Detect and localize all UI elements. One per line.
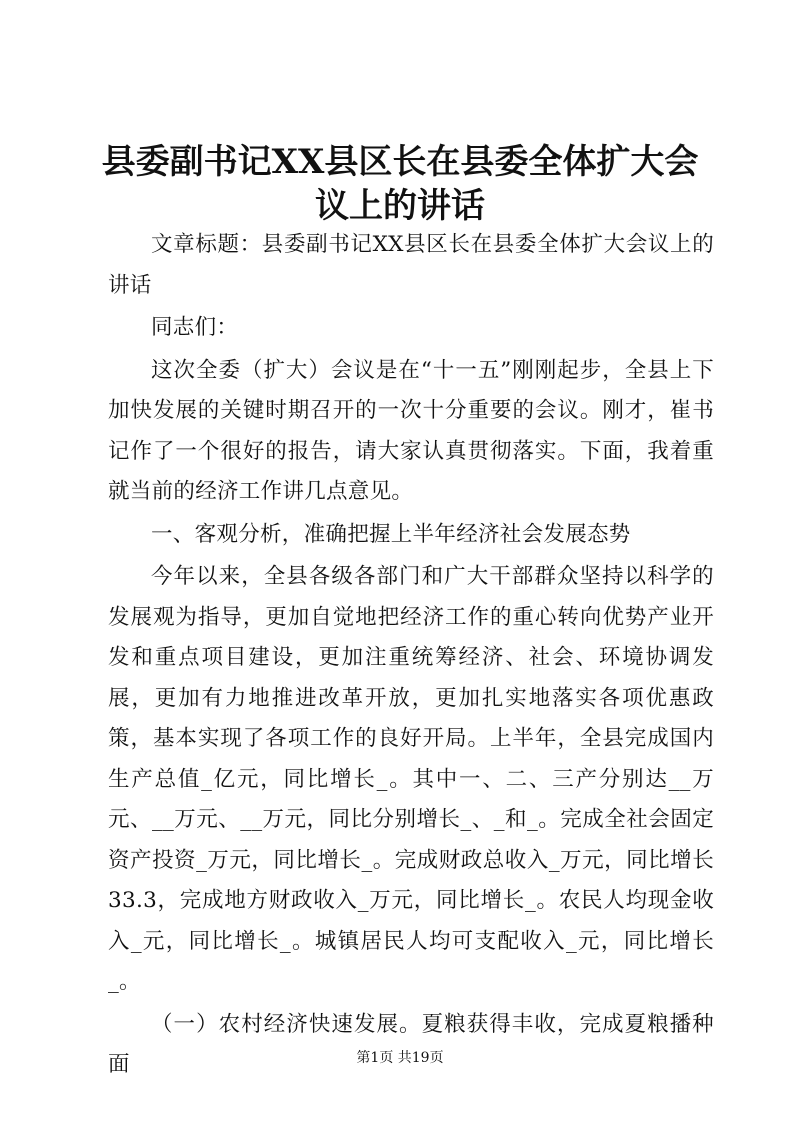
page-footer: 第1页 共19页 (356, 1050, 444, 1066)
section-heading-1: 一、客观分析，准确把握上半年经济社会发展态势 (151, 521, 631, 547)
paragraph-article-title: 文章标题：县委副书记XX县区长在县委全体扩大会议上的讲话 (108, 232, 714, 298)
document-body (108, 225, 714, 1088)
paragraph-intro: 这次全委（扩大）会议是在“十一五”刚刚起步，全县上下加快发展的关键时期召开的一次十分重要的会议。刚才，崔书记作了一个很好的报告，请大家认真贯彻落实。下面，我着重就当前的经济工作讲几点意见。 (108, 357, 714, 504)
paragraph-salutation: 同志们： (151, 315, 239, 340)
document-title: 县委副书记XX县区长在县委全体扩大会议上的讲话 (101, 142, 699, 226)
paragraph-subsection-1: （一）农村经济快速发展。夏粮获得丰收，完成夏粮播种面 (108, 1011, 714, 1077)
paragraph-overview: 今年以来，全县各级各部门和广大干部群众坚持以科学的发展观为指导，更加自觉地把经济工作的重心转向优势产业开发和重点项目建设，更加注重统筹经济、社会、环境协调发展，更加有力地推进改革开放，更加扎实地落实各项优惠政策，基本实现了各项工作的良好开局。上半年，全县完成国内生产总值_亿元，同比增长_。其中一、二、三产分别达__万元、__万元、__万元，同比分别增长_、_和_。完成全社会固定资产投资_万元，同比增长_。完成财政总收入_万元，同比增长33.3，完成地方财政收入_万元，同比增长_。农民人均现金收入_元，同比增长_。城镇居民人均可支配收入_元，同比增长_。 (108, 564, 714, 994)
